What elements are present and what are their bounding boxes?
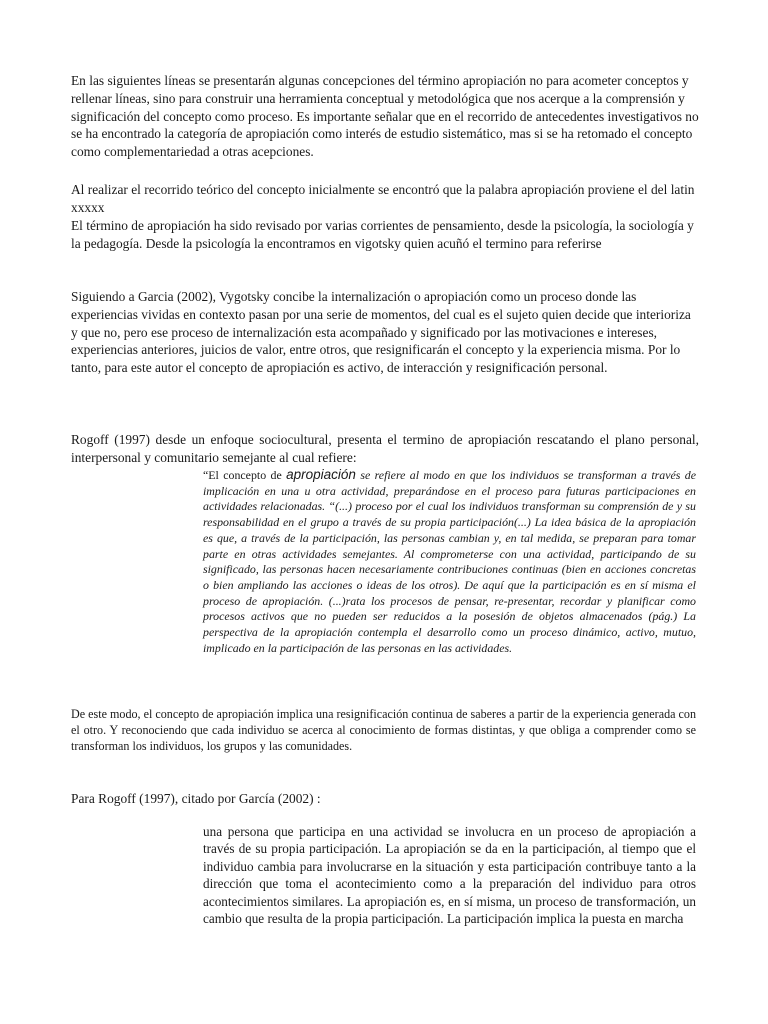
rogoff-block-quote: [203, 467, 696, 656]
rogoff-citation-paragraph: Para Rogoff (1997), citado por García (2002) :: [71, 791, 321, 806]
quote-keyword: apropiación: [286, 467, 356, 482]
vygotsky-paragraph: Siguiendo a Garcia (2002), Vygotsky concibe la internalización o apropiación como un proceso donde las experiencias vividas en contexto pasan por una serie de momentos, del cual es el sujeto quien decide que interioriza y que no, pero ese proceso de internalización esta acompañado y significado por las motivaciones e intereses, experiencias anteriores, juicios de valor, entre otros, que resignificarán el concepto y la experiencia misma. Por lo tanto, para este autor el concepto de apropiación es activo, de interacción y resignificación personal.: [71, 289, 691, 376]
quote-body: se refiere al modo en que los individuos se transforman a través de implicación en una u otra actividad, preparándose en el proceso para futuras participaciones en actividades relacionadas. “(...) proceso por el cual los individuos transforman su comprensión de y su responsabilidad en el grupo a través de su propia participación(...) La idea básica de la apropiación es que, a través de la participación, las personas cambian y, en tal medida, se preparan para tomar parte en otras actividades semejantes. Al comprometerse con una actividad, participando de su significado, las personas hacen necesariamente contribuciones continuas (bien en acciones concretas o bien ampliando las acciones o ideas de los otros). De aquí que la participación es en sí misma el proceso de apropiación. (...)rata los procesos de pensar, re-presentar, recordar y planificar como procesos activos que no pueden ser reducidos a la posesión de objetos almacenados (pág.) La perspectiva de la apropiación contempla el desarrollo como un proceso dinámico, activo, mutuo, implicado en la participación de las personas en las actividades.: [203, 468, 696, 655]
etymology-paragraph: Al realizar el recorrido teórico del concepto inicialmente se encontró que la palabra apropiación proviene el del latin xxxxx: [71, 182, 695, 215]
participation-block-quote: una persona que participa en una actividad se involucra en un proceso de apropiación a través de su propia participación. La apropiación se da en la participación, al tiempo que el individuo cambia para involucrarse en la situación y esta participación contribuye tanto a la dirección que toma el acontecimiento como a la preparación del individuo para otros acontecimientos similares. La apropiación es, en sí misma, un proceso de transformación, un cambio que resulta de la propia participación. La participación implica la puesta en marcha: [203, 824, 696, 927]
rogoff-intro-paragraph: Rogoff (1997) desde un enfoque sociocultural, presenta el termino de apropiación rescatando el plano personal, interpersonal y comunitario semejante al cual refiere:: [71, 432, 699, 465]
intro-paragraph: En las siguientes líneas se presentarán algunas concepciones del término apropiación no para acometer conceptos y rellenar líneas, sino para construir una herramienta conceptual y metodológica que nos acerque a la comprensión y significación del concepto como proceso. Es importante señalar que en el recorrido de antecedentes investigativos no se ha encontrado la categoría de apropiación como interés de estudio sistemático, mas si se ha retomado el concepto como complementariedad a otras acepciones.: [71, 73, 699, 160]
perspectives-paragraph: El término de apropiación ha sido revisado por varias corrientes de pensamiento, desde la psicología, la sociología y la pedagogía. Desde la psicología la encontramos en vigotsky quien acuñó el termino para referirse: [71, 218, 694, 251]
resignification-paragraph: De este modo, el concepto de apropiación implica una resignificación continua de saberes a partir de la experiencia generada con el otro. Y reconociendo que cada individuo se acerca al conocimiento de formas distintas, y que obliga a comprender como se transforman los individuos, los grupos y las comunidades.: [71, 707, 696, 753]
quote-opening: “El concepto de: [203, 468, 287, 482]
